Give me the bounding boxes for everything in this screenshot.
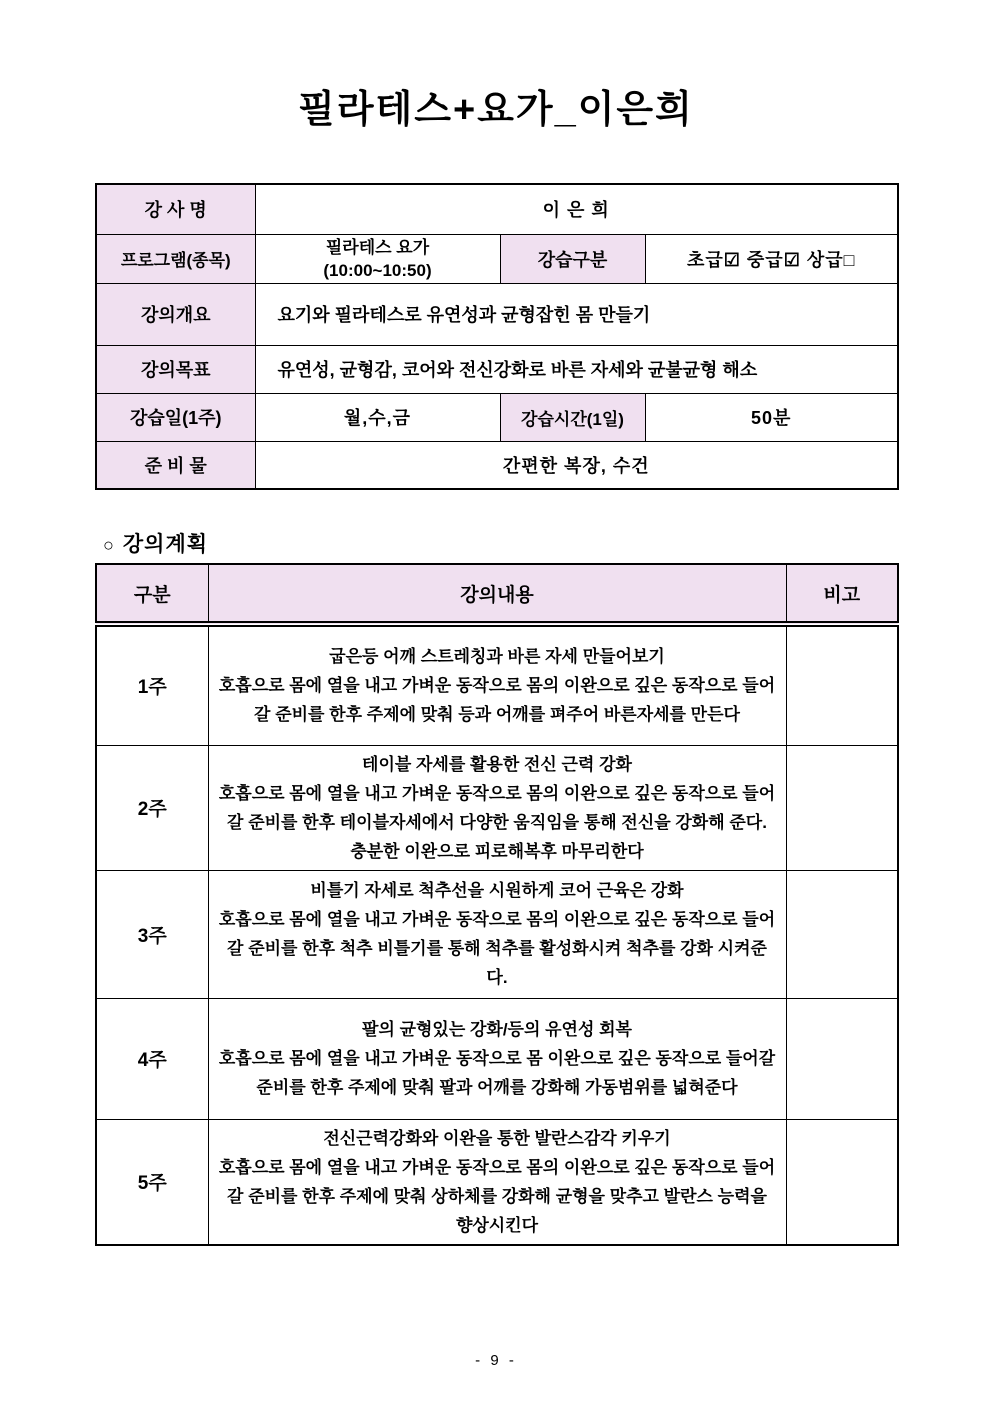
week-content	[208, 1119, 786, 1245]
week-content-title: 비틀기 자세로 척추선을 시원하게 코어 근육은 강화	[310, 881, 684, 900]
week-content-title: 팔의 균형있는 강화/등의 유연성 회복	[362, 1020, 632, 1039]
lecture-plan-table	[95, 563, 899, 1246]
table-row-week4	[96, 998, 898, 1119]
plan-header-week: 구분	[96, 564, 208, 624]
days-value: 월,수,금	[255, 393, 500, 441]
program-name: 필라테스 요가	[325, 237, 430, 257]
week-content	[208, 745, 786, 870]
supplies-label: 준 비 물	[96, 441, 255, 489]
week-label: 1주	[96, 624, 208, 745]
instructor-value: 이 은 희	[255, 184, 898, 234]
overview-label: 강의개요	[96, 283, 255, 345]
days-label: 강습일(1주)	[96, 393, 255, 441]
table-row	[96, 345, 898, 393]
table-row	[96, 184, 898, 234]
week-content-body: 호흡으로 몸에 열을 내고 가벼운 동작으로 몸의 이완으로 깊은 동작으로 들어갈 준비를 한후 테이블자세에서 다양한 움직임을 통해 전신을 강화해 준다. 충분한 이완으로 피로해복후 마무리한다	[218, 783, 776, 861]
week-content	[208, 624, 786, 745]
table-row-week2	[96, 745, 898, 870]
week-content-title: 전신근력강화와 이완을 통한 발란스감각 키우기	[323, 1128, 671, 1148]
table-row	[96, 441, 898, 489]
time-value: 50분	[645, 393, 898, 441]
week-label: 2주	[96, 745, 208, 870]
table-row-week5	[96, 1119, 898, 1245]
note-cell	[786, 998, 898, 1119]
plan-header-content: 강의내용	[208, 564, 786, 624]
overview-value: 요기와 필라테스로 유연성과 균형잡힌 몸 만들기	[255, 283, 898, 345]
week-content-body: 호흡으로 몸에 열을 내고 가벼운 동작으로 몸의 이완으로 깊은 동작으로 들어갈 준비를 한후 척추 비틀기를 통해 척추를 활성화시켜 척추를 강화 시켜준다.	[218, 910, 776, 987]
week-content	[208, 870, 786, 998]
table-row	[96, 283, 898, 345]
week-content-title: 굽은등 어깨 스트레칭과 바른 자세 만들어보기	[329, 647, 665, 667]
class-type-label: 강습구분	[500, 234, 645, 283]
week-content-title: 테이블 자세를 활용한 전신 근력 강화	[362, 754, 632, 774]
goal-label: 강의목표	[96, 345, 255, 393]
course-info-table	[95, 183, 899, 490]
instructor-label: 강 사 명	[96, 184, 255, 234]
program-value	[255, 234, 500, 283]
page-title: 필라테스+요가_이은희	[298, 89, 694, 131]
note-cell	[786, 745, 898, 870]
note-cell	[786, 624, 898, 745]
plan-header-row	[96, 564, 898, 624]
week-content-body: 호흡으로 몸에 열을 내고 가벼운 동작으로 몸의 이완으로 깊은 동작으로 들어갈 준비를 한후 주제에 맞춰 등과 어깨를 펴주어 바른자세를 만든다	[218, 676, 776, 725]
program-time-range: (10:00~10:50)	[323, 260, 432, 280]
supplies-value: 간편한 복장, 수건	[255, 441, 898, 489]
table-row-week1	[96, 624, 898, 745]
section-heading-label: 강의계획	[122, 533, 209, 556]
class-type-checkboxes: 초급☑ 중급☑ 상급□	[645, 234, 898, 283]
note-cell	[786, 870, 898, 998]
plan-header-note: 비고	[786, 564, 898, 624]
week-label: 3주	[96, 870, 208, 998]
week-content-body: 호흡으로 몸에 열을 내고 가벼운 동작으로 몸 이완으로 깊은 동작으로 들어갈 준비를 한후 주제에 맞춰 팔과 어깨를 강화해 가동범위를 넓혀준다	[218, 1049, 776, 1097]
week-content	[208, 998, 786, 1119]
table-row-week3	[96, 870, 898, 998]
week-label: 4주	[96, 998, 208, 1119]
table-row	[96, 393, 898, 441]
page-number: - 9 -	[475, 1352, 517, 1369]
time-label: 강습시간(1일)	[500, 393, 645, 441]
section-heading	[103, 528, 208, 558]
goal-value: 유연성, 균형감, 코어와 전신강화로 바른 자세와 균불균형 해소	[255, 345, 898, 393]
week-label: 5주	[96, 1119, 208, 1245]
program-label: 프로그램(종목)	[96, 234, 255, 283]
circle-bullet-icon: ○	[103, 535, 115, 555]
table-row	[96, 234, 898, 283]
week-content-body: 호흡으로 몸에 열을 내고 가벼운 동작으로 몸의 이완으로 깊은 동작으로 들어갈 준비를 한후 주제에 맞춰 상하체를 강화해 균형을 맞추고 발란스 능력을 향상시킨다	[218, 1157, 776, 1235]
note-cell	[786, 1119, 898, 1245]
